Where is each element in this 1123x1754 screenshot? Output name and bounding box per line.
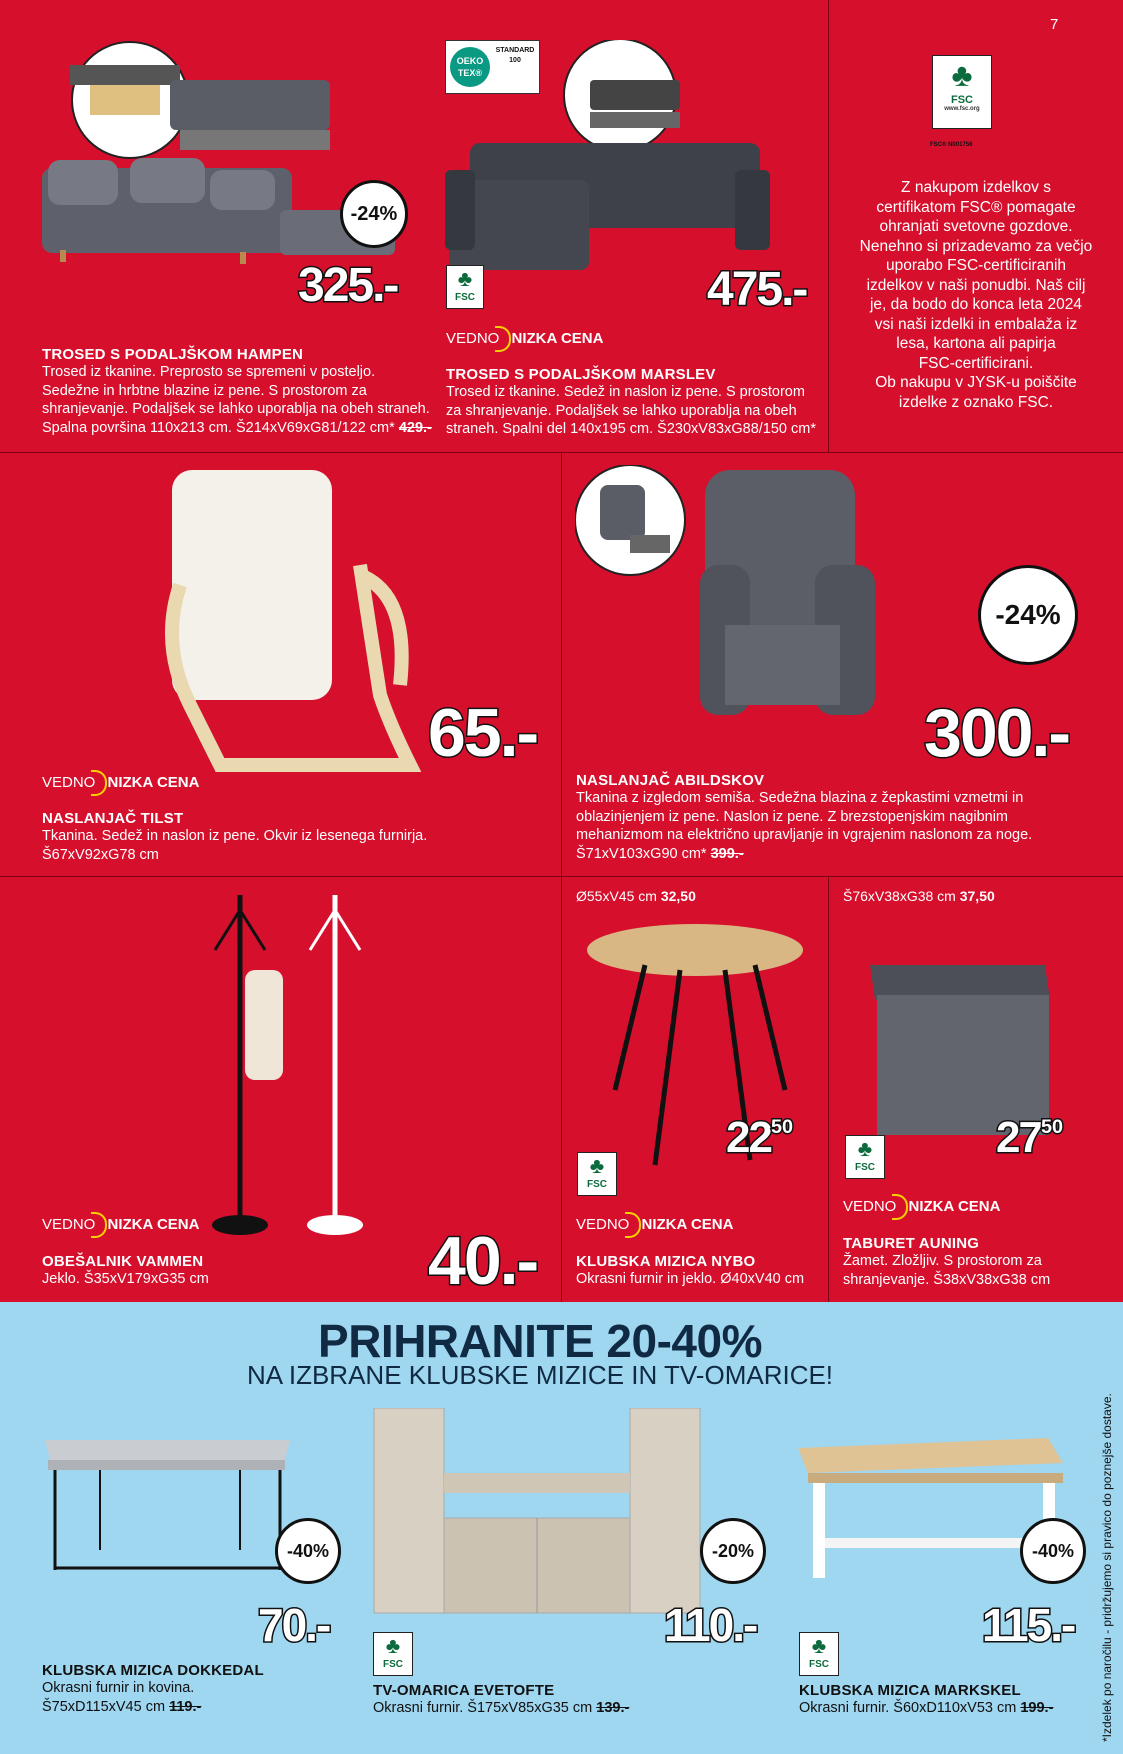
variant-price: Ø55xV45 cm 32,50 xyxy=(576,888,696,904)
discount-badge: -24% xyxy=(978,565,1078,665)
price: 115.- xyxy=(982,1599,1075,1651)
product-info xyxy=(843,1235,1113,1289)
price: 40.- xyxy=(428,1223,538,1299)
evetofte-tv-unit-image xyxy=(372,1408,702,1618)
always-low-price-badge: VEDNO NIZKA CENA xyxy=(843,1194,1000,1220)
page-number: 7 xyxy=(1050,16,1059,33)
product-title: KLUBSKA MIZICA MARKSKEL xyxy=(799,1682,1021,1699)
product-info xyxy=(576,772,1116,863)
tilst-chair-image xyxy=(160,465,430,775)
product-description: Okrasni furnir in jeklo. Ø40xV40 cm xyxy=(576,1271,805,1287)
oeko-tex-icon: OEKO TEX® xyxy=(450,47,490,87)
delivery-footnote: *Izdelek po naročilu - pridržujemo si pravico do poznejše dostave. xyxy=(1100,1393,1114,1742)
product-description: Jeklo. Š35xV179xG35 cm xyxy=(42,1271,209,1287)
price: 65.- xyxy=(428,695,538,771)
product-description: Trosed iz tkanine. Sedež in naslon iz pene. S prostorom za shranjevanje. Podaljšek se lahko uporablja na obeh straneh. Spalni del 140x195 cm. Š230xV83xG88/150 cm* xyxy=(446,384,816,437)
product-info xyxy=(42,810,542,864)
always-low-price-badge: VEDNO NIZKA CENA xyxy=(42,770,199,796)
badge-swoosh-icon xyxy=(625,1212,641,1238)
price: $27^{50}$ xyxy=(996,1113,1063,1162)
old-price: 199.- xyxy=(1020,1700,1054,1716)
divider xyxy=(828,0,829,452)
old-price: 119.- xyxy=(169,1698,202,1715)
badge-swoosh-icon xyxy=(892,1194,908,1220)
product-title: NASLANJAČ TILST xyxy=(42,810,184,827)
price: 300.- xyxy=(924,695,1069,771)
oeko-tex-label: OEKO TEX® STANDARD 100 xyxy=(445,40,540,94)
fsc-logo: ♣ FSC xyxy=(845,1135,885,1179)
product-title: KLUBSKA MIZICA NYBO xyxy=(576,1253,756,1270)
product-description: Tkanina z izgledom semiša. Sedežna blazina z žepkastimi vzmetmi in oblazinjenjem iz pene. Naslon iz pene. Z brezstopenjskim nagibnim mehanizmom na električno upravljanje in vgrajenim naslonom za noge. Š71xV103xG90 cm* 399.- xyxy=(576,790,1033,862)
product-title: TROSED S PODALJŠKOM MARSLEV xyxy=(446,366,716,383)
badge-swoosh-icon xyxy=(91,770,107,796)
product-info xyxy=(373,1682,703,1718)
old-price: 429.- xyxy=(398,419,432,436)
vammen-coat-rack-image xyxy=(200,890,380,1240)
promo-section xyxy=(0,1302,1123,1754)
product-title: KLUBSKA MIZICA DOKKEDAL xyxy=(42,1662,264,1679)
product-info xyxy=(799,1682,1079,1718)
fsc-info-text: Z nakupom izdelkov s certifikatom FSC® pomagate ohranjati svetovne gozdove. Nenehno si prizadevamo za večjo uporabo FSC-certificiranih izdelkov v naši ponudbi. Naš cilj je, da bodo do konca leta 2024 vsi naši izdelki in embalaža iz lesa, kartona ali papirja FSC-certificirani. Ob nakupu v JYSK-u poiščite izdelke z oznako FSC. xyxy=(859,179,1093,411)
dokkedal-table-image xyxy=(40,1440,300,1580)
price: $22^{50}$ xyxy=(726,1113,793,1162)
price: 475.- xyxy=(707,263,807,316)
always-low-price-badge: VEDNO NIZKA CENA xyxy=(446,326,603,352)
divider xyxy=(561,452,562,1302)
product-description: Okrasni furnir in kovina. Š75xD115xV45 cm 119.- xyxy=(42,1680,202,1715)
old-price: 399.- xyxy=(710,845,744,862)
price: 325.- xyxy=(298,259,398,312)
product-description: Trosed iz tkanine. Preprosto se spremeni v posteljo. Sedežne in hrbtne blazine iz pene. S prostorom za shranjevanje. Podaljšek se lahko uporablja na obeh straneh. Spalna površina 110x213 cm. Š214xV69xG81/122 cm* 429.- xyxy=(42,364,432,436)
divider xyxy=(828,876,829,1302)
product-title: NASLANJAČ ABILDSKOV xyxy=(576,772,765,789)
badge-swoosh-icon xyxy=(91,1212,107,1238)
price: 70.- xyxy=(258,1599,330,1651)
product-title: TABURET AUNING xyxy=(843,1235,980,1252)
price: 110.- xyxy=(664,1599,757,1651)
product-description: Okrasni furnir. Š60xD110xV53 cm 199.- xyxy=(799,1700,1054,1716)
product-info xyxy=(42,346,462,437)
badge-swoosh-icon xyxy=(495,326,511,352)
discount-badge: -40% xyxy=(275,1518,341,1584)
discount-badge: -20% xyxy=(700,1518,766,1584)
product-info xyxy=(42,1253,442,1289)
discount-badge: -40% xyxy=(1020,1518,1086,1584)
variant-price: Š76xV38xG38 cm 37,50 xyxy=(843,888,995,904)
promo-subline: NA IZBRANE KLUBSKE MIZICE IN TV-OMARICE! xyxy=(246,1360,834,1390)
fsc-code: FSC® N001756 xyxy=(930,142,973,148)
product-description: Žamet. Zložljiv. S prostorom za shranjevanje. Š38xV38xG38 cm xyxy=(843,1253,1051,1288)
product-title: TROSED S PODALJŠKOM HAMPEN xyxy=(42,346,304,363)
abildskov-recliner-image xyxy=(575,465,975,775)
fsc-logo: ♣ FSC xyxy=(799,1632,839,1676)
product-info xyxy=(42,1662,322,1716)
product-description: Okrasni furnir. Š175xV85xG35 cm 139.- xyxy=(373,1700,630,1716)
always-low-price-badge: VEDNO NIZKA CENA xyxy=(42,1212,199,1238)
product-description: Tkanina. Sedež in naslon iz pene. Okvir iz lesenega furnirja. Š67xV92xG78 cm xyxy=(42,828,428,863)
product-title: OBEŠALNIK VAMMEN xyxy=(42,1253,204,1270)
fsc-logo: ♣ FSC xyxy=(373,1632,413,1676)
product-info xyxy=(576,1253,826,1289)
old-price: 139.- xyxy=(596,1700,630,1716)
product-title: TV-OMARICA EVETOFTE xyxy=(373,1682,555,1699)
discount-badge: -24% xyxy=(340,180,408,248)
fsc-logo-large: ♣ FSC www.fsc.org xyxy=(932,55,992,129)
marslev-sofa-image xyxy=(445,40,805,300)
promo-headline: PRIHRANITE 20-40% xyxy=(318,1315,762,1367)
fsc-logo: ♣ FSC xyxy=(577,1152,617,1196)
always-low-price-badge: VEDNO NIZKA CENA xyxy=(576,1212,733,1238)
product-info xyxy=(446,366,826,439)
divider xyxy=(0,876,1123,877)
fsc-logo: ♣ FSC xyxy=(446,265,484,309)
